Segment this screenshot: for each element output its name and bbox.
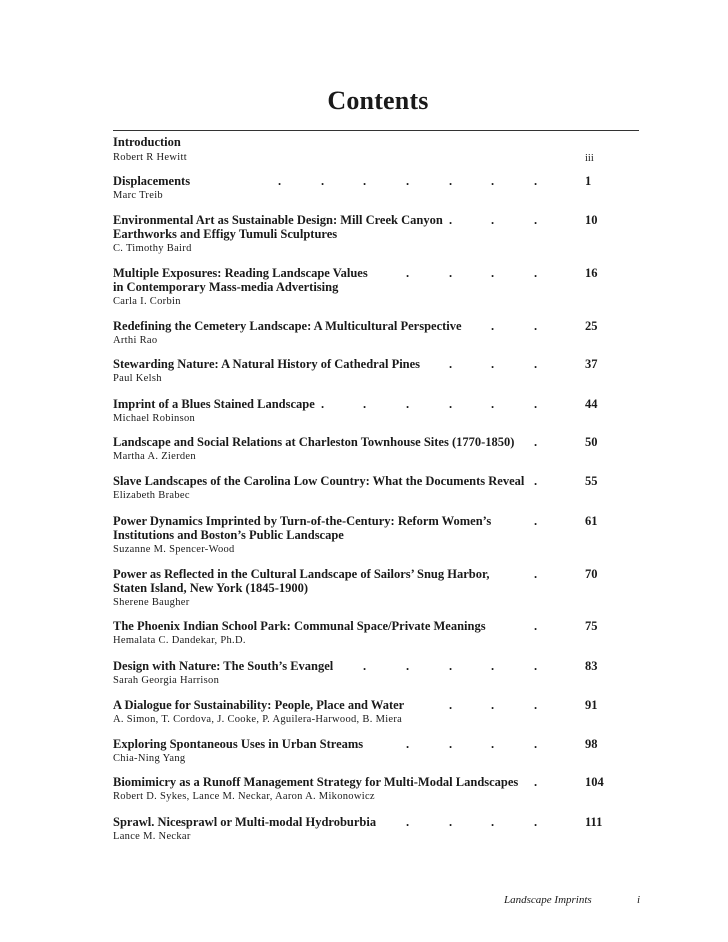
toc-entry-page-number: 55 <box>585 474 598 488</box>
toc-entry-author: Lance M. Neckar <box>113 831 191 842</box>
toc-entry-page-number: 44 <box>585 397 598 411</box>
toc-entry-title-text: Slave Landscapes of the Carolina Low Country: What the Documents Reveal <box>113 474 525 488</box>
toc-entry-title-text: A Dialogue for Sustainability: People, Place and Water <box>113 698 405 712</box>
toc-entry[interactable] <box>113 135 643 164</box>
toc-entry-page-number: 70 <box>585 567 598 581</box>
leader-dot: . <box>491 357 495 371</box>
toc-entry-author: Martha A. Zierden <box>113 451 196 462</box>
toc-entry-page-number: 61 <box>585 514 598 528</box>
toc-entry-page-number: 37 <box>585 357 598 371</box>
leader-dot: . <box>321 174 325 188</box>
leader-dots <box>113 815 543 829</box>
toc-entry-page-number: iii <box>585 153 594 164</box>
toc-entry-title-text: Redefining the Cemetery Landscape: A Multicultural Perspective <box>113 319 462 333</box>
toc-entry[interactable] <box>113 775 643 803</box>
leader-dot: . <box>406 397 410 411</box>
toc-entry-author: Carla I. Corbin <box>113 296 181 307</box>
toc-entry[interactable] <box>113 266 643 308</box>
leader-dots <box>113 474 543 488</box>
leader-dot: . <box>534 737 538 751</box>
leader-dots <box>113 152 543 166</box>
leader-dot: . <box>491 659 495 673</box>
leader-dots <box>113 319 543 333</box>
leader-dot: . <box>321 397 325 411</box>
leader-dot: . <box>449 659 453 673</box>
leader-dot: . <box>449 737 453 751</box>
toc-entry[interactable] <box>113 567 643 609</box>
toc-entry-title <box>113 528 543 542</box>
leader-dot: . <box>449 397 453 411</box>
toc-entry[interactable] <box>113 435 643 463</box>
toc-entry-title-text: Sprawl. Nicesprawl or Multi-modal Hydroburbia <box>113 815 377 829</box>
leader-dot: . <box>534 567 538 581</box>
toc-entry-title-text: Design with Nature: The South’s Evangel <box>113 659 334 673</box>
leader-dots <box>113 737 543 751</box>
page-folio: i <box>637 894 641 906</box>
leader-dot: . <box>534 514 538 528</box>
toc-entry-title-text: Multiple Exposures: Reading Landscape Values <box>113 266 368 280</box>
toc-entry[interactable] <box>113 357 643 385</box>
toc-entry[interactable] <box>113 319 643 347</box>
toc-entry-title-text: Landscape and Social Relations at Charleston Townhouse Sites (1770-1850) <box>113 435 515 449</box>
toc-entry-page-number: 1 <box>585 174 592 188</box>
toc-entry-page-number: 83 <box>585 659 598 673</box>
leader-dot: . <box>491 213 495 227</box>
leader-dot: . <box>449 815 453 829</box>
toc-entry[interactable] <box>113 659 643 687</box>
toc-entry-author: Michael Robinson <box>113 413 196 424</box>
title-rule <box>113 130 639 131</box>
leader-dot: . <box>406 174 410 188</box>
toc-entry-title-text: Staten Island, New York (1845-1900) <box>113 581 309 595</box>
leader-dot: . <box>449 213 453 227</box>
leader-dot: . <box>449 174 453 188</box>
leader-dot: . <box>534 174 538 188</box>
leader-dot: . <box>534 775 538 789</box>
leader-dots <box>113 567 543 581</box>
toc-entry[interactable] <box>113 737 643 765</box>
leader-dot: . <box>491 319 495 333</box>
leader-dot: . <box>363 397 367 411</box>
toc-entry-author: Paul Kelsh <box>113 373 162 384</box>
leader-dots <box>113 659 543 673</box>
leader-dot: . <box>491 698 495 712</box>
toc-entry-title-text: Imprint of a Blues Stained Landscape <box>113 397 315 411</box>
toc-entry-title <box>113 280 543 294</box>
leader-dots <box>113 266 543 280</box>
toc-entry-title-text: Power as Reflected in the Cultural Landscape of Sailors’ Snug Harbor, <box>113 567 490 581</box>
toc-entry-page-number: 75 <box>585 619 598 633</box>
toc-entry-author: Suzanne M. Spencer-Wood <box>113 544 235 555</box>
toc-entry-author: C. Timothy Baird <box>113 243 192 254</box>
page-title: Contents <box>327 86 429 115</box>
toc-entry[interactable] <box>113 474 643 502</box>
leader-dots <box>113 619 543 633</box>
toc-entry-page-number: 50 <box>585 435 598 449</box>
leader-dot: . <box>534 397 538 411</box>
leader-dots <box>113 357 543 371</box>
toc-entry-title-text: Environmental Art as Sustainable Design: Mill Creek Canyon <box>113 213 443 227</box>
toc-entry-page-number: 98 <box>585 737 598 751</box>
toc-entry-author: Robert R Hewitt <box>113 152 187 163</box>
toc-entry[interactable] <box>113 815 643 843</box>
leader-dots <box>113 397 543 411</box>
toc-entry-title-text: Biomimicry as a Runoff Management Strategy for Multi-Modal Landscapes <box>113 775 519 789</box>
leader-dot: . <box>449 357 453 371</box>
leader-dot: . <box>491 815 495 829</box>
toc-entry-title-text: in Contemporary Mass-media Advertising <box>113 280 339 294</box>
toc-entry-title <box>113 227 543 241</box>
leader-dot: . <box>406 266 410 280</box>
toc-entry-title-text: Power Dynamics Imprinted by Turn-of-the-Century: Reform Women’s <box>113 514 492 528</box>
toc-entry-page-number: 111 <box>585 815 603 829</box>
toc-entry[interactable] <box>113 397 643 425</box>
leader-dots <box>113 174 543 188</box>
leader-dots <box>113 435 543 449</box>
leader-dot: . <box>278 174 282 188</box>
leader-dot: . <box>363 659 367 673</box>
toc-entry-author: Sarah Georgia Harrison <box>113 675 220 686</box>
leader-dot: . <box>534 435 538 449</box>
leader-dot: . <box>534 357 538 371</box>
toc-entry-title-text: Earthworks and Effigy Tumuli Sculptures <box>113 227 338 241</box>
toc-entry-title <box>113 581 543 595</box>
toc-entry-page-number: 25 <box>585 319 598 333</box>
toc-entry-author: Hemalata C. Dandekar, Ph.D. <box>113 635 246 646</box>
toc-entry-page-number: 104 <box>585 775 604 789</box>
leader-dot: . <box>534 474 538 488</box>
toc-entry-author: Arthi Rao <box>113 335 158 346</box>
toc-entry-author: A. Simon, T. Cordova, J. Cooke, P. Aguilera-Harwood, B. Miera <box>113 714 403 725</box>
leader-dot: . <box>406 659 410 673</box>
toc-entry-title <box>113 135 543 149</box>
toc-entry[interactable] <box>113 213 643 255</box>
toc-entry-author: Chia-Ning Yang <box>113 753 186 764</box>
leader-dot: . <box>534 698 538 712</box>
leader-dot: . <box>534 319 538 333</box>
toc-entry[interactable] <box>113 698 643 726</box>
leader-dot: . <box>491 737 495 751</box>
toc-entry-title-text: Exploring Spontaneous Uses in Urban Streams <box>113 737 364 751</box>
toc-entry-title-text: Institutions and Boston’s Public Landscape <box>113 528 344 542</box>
leader-dot: . <box>534 659 538 673</box>
leader-dot: . <box>491 174 495 188</box>
leader-dot: . <box>534 213 538 227</box>
toc-entry-author: Elizabeth Brabec <box>113 490 190 501</box>
toc-entry-title-text: Displacements <box>113 174 191 188</box>
toc-entry-page-number: 16 <box>585 266 598 280</box>
leader-dot: . <box>491 266 495 280</box>
leader-dot: . <box>491 397 495 411</box>
leader-dot: . <box>406 737 410 751</box>
toc-entry[interactable] <box>113 619 643 647</box>
toc-entry-author: Sherene Baugher <box>113 597 190 608</box>
leader-dots <box>113 698 543 712</box>
leader-dots <box>113 514 543 528</box>
toc-entry-author: Marc Treib <box>113 190 163 201</box>
leader-dot: . <box>449 266 453 280</box>
toc-entry-title-text: Introduction <box>113 135 181 149</box>
leader-dots <box>113 775 543 789</box>
toc-entry-author: Robert D. Sykes, Lance M. Neckar, Aaron A. Mikonowicz <box>113 791 375 802</box>
toc-entry-title-text: The Phoenix Indian School Park: Communal Space/Private Meanings <box>113 619 486 633</box>
leader-dots <box>113 213 543 227</box>
leader-dot: . <box>363 174 367 188</box>
toc-entry-page-number: 91 <box>585 698 598 712</box>
leader-dot: . <box>406 815 410 829</box>
leader-dot: . <box>534 266 538 280</box>
toc-entry-page-number: 10 <box>585 213 598 227</box>
toc-entry-title-text: Stewarding Nature: A Natural History of Cathedral Pines <box>113 357 421 371</box>
leader-dot: . <box>449 698 453 712</box>
footer-journal-title: Landscape Imprints <box>504 894 592 906</box>
toc-entry[interactable] <box>113 514 643 556</box>
leader-dot: . <box>534 815 538 829</box>
toc-entry[interactable] <box>113 174 643 202</box>
leader-dot: . <box>534 619 538 633</box>
